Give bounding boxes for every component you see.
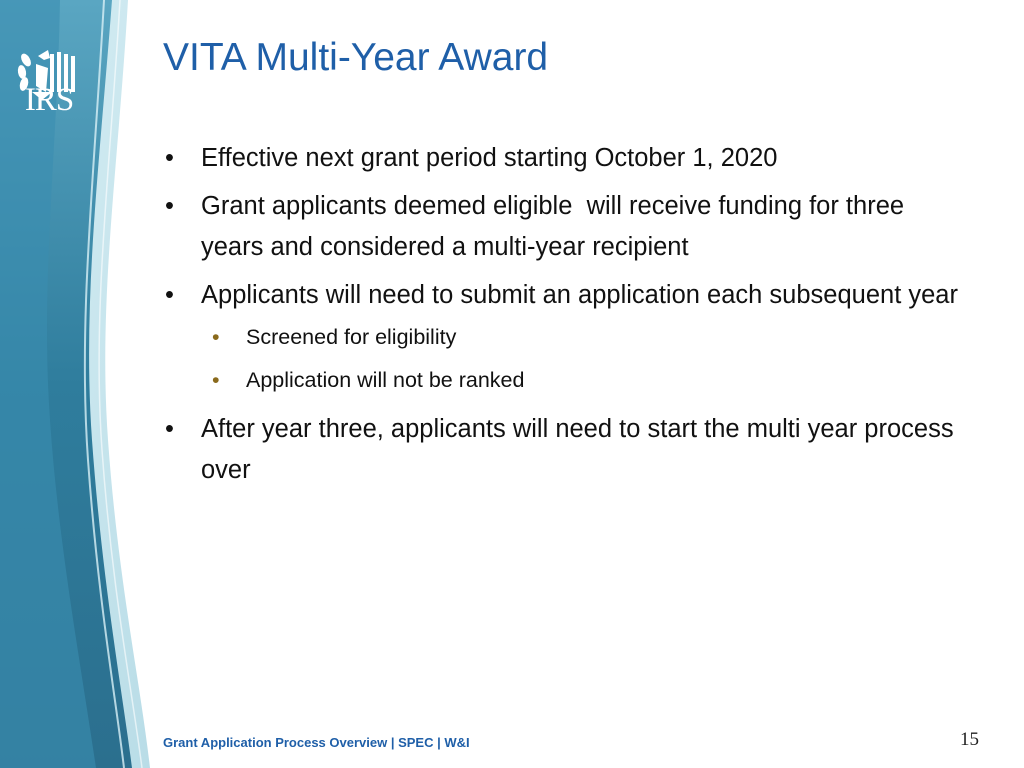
- list-item: [163, 186, 963, 268]
- sub-bullet-icon: •: [212, 368, 220, 392]
- bullet-text: Grant applicants deemed eligible will receive funding for three years and considered a multi-year recipient: [201, 192, 912, 261]
- irs-logo-text: IRS: [24, 82, 74, 118]
- bullet-text: Applicants will need to submit an application each subsequent year: [201, 281, 958, 309]
- bullet-list: [163, 138, 963, 498]
- slide-title: VITA Multi-Year Award: [163, 36, 549, 79]
- bullet-text: Effective next grant period starting October 1, 2020: [201, 144, 778, 172]
- sub-list-item: [163, 323, 963, 351]
- page-number: 15: [960, 729, 979, 750]
- sub-bullet-icon: •: [212, 325, 220, 349]
- sub-bullet-text: Application will not be ranked: [246, 368, 525, 392]
- bullet-icon: •: [165, 192, 174, 220]
- list-item: [163, 409, 963, 491]
- bullet-icon: •: [165, 144, 174, 172]
- sub-bullet-text: Screened for eligibility: [246, 325, 457, 349]
- footer-text: Grant Application Process Overview | SPEC | W&I: [163, 735, 470, 750]
- list-item: [163, 275, 963, 316]
- sub-list-item: [163, 366, 963, 394]
- bullet-text: After year three, applicants will need to start the multi year process over: [201, 415, 954, 484]
- bullet-icon: •: [165, 281, 174, 309]
- list-item: [163, 138, 963, 179]
- bullet-icon: •: [165, 415, 174, 443]
